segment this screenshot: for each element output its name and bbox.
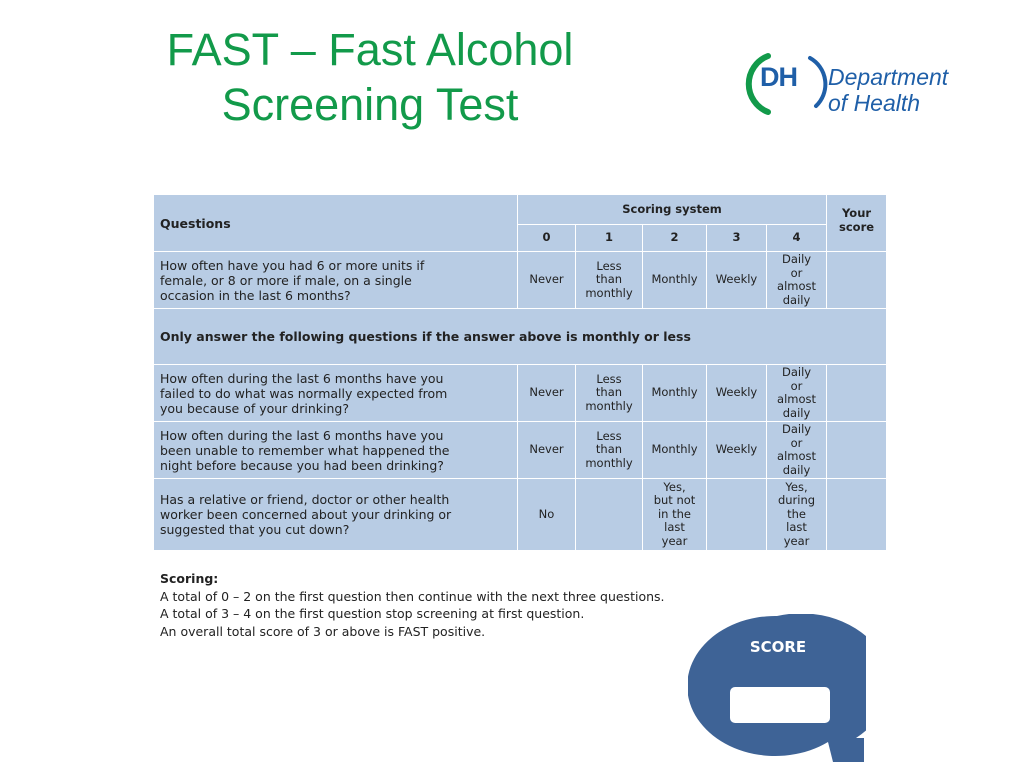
your-score-cell[interactable] xyxy=(827,365,887,422)
question-line: suggested that you cut down? xyxy=(160,522,350,537)
answer-line: almost xyxy=(777,279,817,293)
answer-cell-3 xyxy=(707,422,767,479)
answer-line: the xyxy=(787,506,806,521)
answer-cell-4 xyxy=(767,365,827,422)
dh-logo xyxy=(738,40,988,120)
answer-line: Weekly xyxy=(715,385,758,400)
answer-line: than xyxy=(595,272,623,287)
answer-line: Less xyxy=(596,258,622,273)
question-cell xyxy=(154,479,518,551)
answer-cell-1 xyxy=(576,252,643,309)
score-input[interactable] xyxy=(730,687,830,723)
instruction-banner xyxy=(154,309,887,365)
answer-line: Never xyxy=(529,385,564,400)
answer-line: almost xyxy=(777,392,817,406)
questions-header: Questions xyxy=(154,195,518,252)
answer-cell-3 xyxy=(707,365,767,422)
scoring-line: An overall total score of 3 or above is FAST positive. xyxy=(160,623,486,639)
score-label: SCORE xyxy=(749,638,807,656)
answer-cell-2 xyxy=(643,479,707,551)
answer-line: daily xyxy=(782,405,811,420)
dh-logo-name xyxy=(828,64,948,116)
answer-cell-2 xyxy=(643,252,707,309)
slide-title xyxy=(90,22,650,132)
answer-line: year xyxy=(783,533,810,548)
answer-cell-4 xyxy=(767,479,827,551)
answer-line: monthly xyxy=(585,398,633,413)
answer-line: Monthly xyxy=(651,272,698,287)
dh-logo-abbr: DH xyxy=(760,62,797,92)
answer-line: Weekly xyxy=(715,272,758,287)
answer-line: No xyxy=(538,506,555,521)
answer-line: Daily xyxy=(781,252,812,266)
question-cell xyxy=(154,365,518,422)
question-line: occasion in the last 6 months? xyxy=(160,287,351,303)
answer-line: than xyxy=(595,442,623,457)
answer-line: but not xyxy=(653,493,696,508)
your-score-cell[interactable] xyxy=(827,479,887,551)
answer-cell-3 xyxy=(707,479,767,551)
scoring-notes xyxy=(160,570,665,640)
answer-line: last xyxy=(786,520,807,535)
table-row xyxy=(154,365,887,422)
answer-line: Daily xyxy=(781,422,812,436)
answer-cell-2 xyxy=(643,422,707,479)
question-line: night before because you had been drinking? xyxy=(160,457,444,473)
scoring-system-header: Scoring system xyxy=(518,195,827,225)
table-row xyxy=(154,422,887,479)
question-line: How often have you had 6 or more units if xyxy=(160,257,425,273)
score-widget xyxy=(688,614,866,764)
answer-line: Monthly xyxy=(651,442,698,457)
question-cell xyxy=(154,422,518,479)
scoring-line: A total of 3 – 4 on the first question stop screening at first question. xyxy=(160,606,585,621)
answer-line: Daily xyxy=(781,365,812,379)
table-row xyxy=(154,479,887,551)
answer-line: monthly xyxy=(585,285,633,300)
dh-logo-line-1: Department xyxy=(828,64,949,90)
answer-line: during xyxy=(777,493,816,508)
question-line: female, or 8 or more if male, on a single xyxy=(160,272,412,288)
question-line: failed to do what was normally expected from xyxy=(160,385,448,401)
answer-cell-0 xyxy=(518,479,576,551)
answer-cell-0 xyxy=(518,422,576,479)
score-value-4: 4 xyxy=(767,225,827,252)
question-line: worker been concerned about your drinking or xyxy=(160,507,452,522)
fast-table xyxy=(153,194,887,551)
answer-line: Never xyxy=(529,272,564,287)
answer-line: monthly xyxy=(585,455,633,470)
answer-cell-1 xyxy=(576,479,643,551)
scoring-heading: Scoring: xyxy=(160,571,219,586)
your-score-header xyxy=(827,195,887,252)
answer-line: Monthly xyxy=(651,385,698,400)
table-row xyxy=(154,252,887,309)
answer-cell-1 xyxy=(576,422,643,479)
answer-cell-0 xyxy=(518,252,576,309)
answer-line: daily xyxy=(782,292,811,307)
answer-line: Less xyxy=(596,428,622,443)
your-score-header-line: Your xyxy=(842,206,872,220)
answer-cell-4 xyxy=(767,422,827,479)
answer-cell-4 xyxy=(767,252,827,309)
answer-line: year xyxy=(661,533,688,548)
answer-line: Never xyxy=(529,442,564,457)
answer-line: Yes, xyxy=(663,479,686,494)
answer-line: last xyxy=(664,520,685,535)
answer-cell-3 xyxy=(707,252,767,309)
your-score-header-line: score xyxy=(839,219,875,234)
answer-line: Weekly xyxy=(715,442,758,457)
answer-line: Yes, xyxy=(785,479,808,494)
question-cell xyxy=(154,252,518,309)
question-line: you because of your drinking? xyxy=(160,400,349,416)
answer-line: or xyxy=(790,435,803,450)
score-value-1: 1 xyxy=(576,225,643,252)
question-line: Has a relative or friend, doctor or other health xyxy=(160,492,450,507)
score-value-0: 0 xyxy=(518,225,576,252)
slide-title-line-1: FAST – Fast Alcohol xyxy=(166,24,574,75)
answer-line: almost xyxy=(777,449,817,463)
answer-line: or xyxy=(790,265,803,280)
answer-line: Less xyxy=(596,371,622,386)
answer-line: in the xyxy=(657,506,691,521)
dh-logo-line-2: of Health xyxy=(828,90,921,116)
your-score-cell[interactable] xyxy=(827,422,887,479)
scoring-line: A total of 0 – 2 on the first question then continue with the next three questions. xyxy=(160,588,665,604)
answer-line: daily xyxy=(782,462,811,477)
slide-title-line-2: Screening Test xyxy=(221,79,519,130)
answer-line: than xyxy=(595,385,623,400)
answer-line: or xyxy=(790,378,803,393)
question-line: been unable to remember what happened the xyxy=(160,442,450,458)
answer-cell-0 xyxy=(518,365,576,422)
score-value-3: 3 xyxy=(707,225,767,252)
question-line: How often during the last 6 months have you xyxy=(160,370,444,386)
answer-cell-1 xyxy=(576,365,643,422)
question-line: How often during the last 6 months have you xyxy=(160,427,444,443)
instruction-banner-text: Only answer the following questions if the answer above is monthly or less xyxy=(154,309,887,365)
your-score-cell[interactable] xyxy=(827,252,887,309)
answer-cell-2 xyxy=(643,365,707,422)
score-value-2: 2 xyxy=(643,225,707,252)
